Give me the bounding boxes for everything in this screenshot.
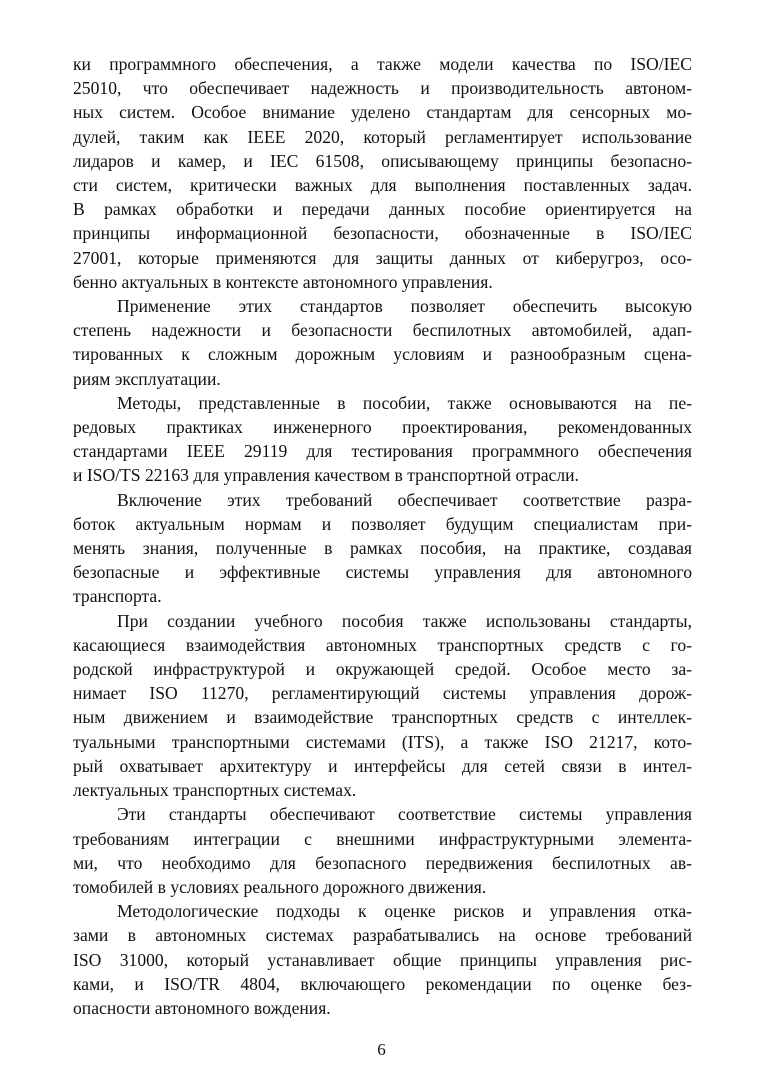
text-line: томобилей в условиях реального дорожного движения. bbox=[73, 876, 487, 897]
text-line: В рамках обработки и передачи данных пособие ориентируется на bbox=[73, 199, 692, 220]
text-line: бенно актуальных в контексте автономного управления. bbox=[73, 271, 493, 292]
text-line: При создании учебного пособия также использованы стандарты, bbox=[117, 610, 692, 631]
text-line: менять знания, полученные в рамках пособия, на практике, создавая bbox=[73, 538, 692, 559]
text-line: ми, что необходимо для безопасного передвижения беспилотных ав- bbox=[73, 852, 692, 873]
text-line: Методы, представленные в пособии, также основываются на пе- bbox=[117, 392, 692, 413]
text-line: степень надежности и безопасности беспилотных автомобилей, адап- bbox=[73, 320, 692, 341]
text-line: ным движением и взаимодействие транспортных средств с интеллек- bbox=[73, 707, 692, 728]
text-line: боток актуальным нормам и позволяет будущим специалистам при- bbox=[73, 513, 692, 534]
paragraph-7 bbox=[73, 899, 692, 1020]
paragraph-5 bbox=[73, 609, 692, 803]
text-line: Методологические подходы к оценке рисков и управления отка- bbox=[117, 901, 692, 922]
paragraph-2 bbox=[73, 294, 692, 391]
text-line: родской инфраструктурой и окружающей средой. Особое место за- bbox=[73, 659, 692, 680]
text-line: 27001, которые применяются для защиты данных от киберугроз, осо- bbox=[73, 247, 692, 268]
text-line: риям эксплуатации. bbox=[73, 368, 221, 389]
text-line: Эти стандарты обеспечивают соответствие системы управления bbox=[117, 804, 692, 825]
paragraph-1 bbox=[73, 52, 692, 294]
text-line: 25010, что обеспечивает надежность и производительность автоном- bbox=[73, 78, 692, 99]
text-line: касающиеся взаимодействия автономных транспортных средств с го- bbox=[73, 634, 692, 655]
text-line: лидаров и камер, и IEC 61508, описывающему принципы безопасно- bbox=[73, 150, 692, 171]
text-line: безопасные и эффективные системы управления для автономного bbox=[73, 562, 692, 583]
text-line: сти систем, критически важных для выполнения поставленных задач. bbox=[73, 175, 692, 196]
text-line: дулей, таким как IEEE 2020, который регламентирует использование bbox=[73, 126, 692, 147]
text-line: и ISO/TS 22163 для управления качеством в транспортной отрасли. bbox=[73, 465, 579, 486]
text-line: принципы информационной безопасности, обозначенные в ISO/IEC bbox=[73, 223, 692, 244]
text-line: ных систем. Особое внимание уделено стандартам для сенсорных мо- bbox=[73, 102, 692, 123]
document-body bbox=[73, 52, 692, 1020]
text-line: Применение этих стандартов позволяет обеспечить высокую bbox=[117, 296, 692, 317]
text-line: стандартами IEEE 29119 для тестирования программного обеспечения bbox=[73, 441, 692, 462]
text-line: Включение этих требований обеспечивает соответствие разра- bbox=[117, 489, 692, 510]
paragraph-4 bbox=[73, 488, 692, 609]
text-line: туальными транспортными системами (ITS), а также ISO 21217, кото- bbox=[73, 731, 692, 752]
text-line: ки программного обеспечения, а также модели качества по ISO/IEC bbox=[73, 54, 692, 74]
text-line: ками, и ISO/TR 4804, включающего рекомендации по оценке без- bbox=[73, 973, 692, 994]
paragraph-3 bbox=[73, 391, 692, 488]
text-line: опасности автономного вождения. bbox=[73, 997, 331, 1018]
text-line: тированных к сложным дорожным условиям и разнообразным сцена- bbox=[73, 344, 692, 365]
text-line: зами в автономных системах разрабатывались на основе требований bbox=[73, 925, 692, 946]
text-line: рый охватывает архитектуру и интерфейсы для сетей связи в интел- bbox=[73, 755, 692, 776]
text-line: требованиям интеграции с внешними инфраструктурными элемента- bbox=[73, 828, 692, 849]
text-line: ISO 31000, который устанавливает общие принципы управления рис- bbox=[73, 949, 692, 970]
text-line: лектуальных транспортных системах. bbox=[73, 780, 357, 801]
text-line: редовых практиках инженерного проектирования, рекомендованных bbox=[73, 417, 692, 438]
text-line: нимает ISO 11270, регламентирующий системы управления дорож- bbox=[73, 683, 692, 704]
paragraph-6 bbox=[73, 802, 692, 899]
page-number: 6 bbox=[377, 1040, 386, 1059]
text-line: транспорта. bbox=[73, 586, 162, 607]
